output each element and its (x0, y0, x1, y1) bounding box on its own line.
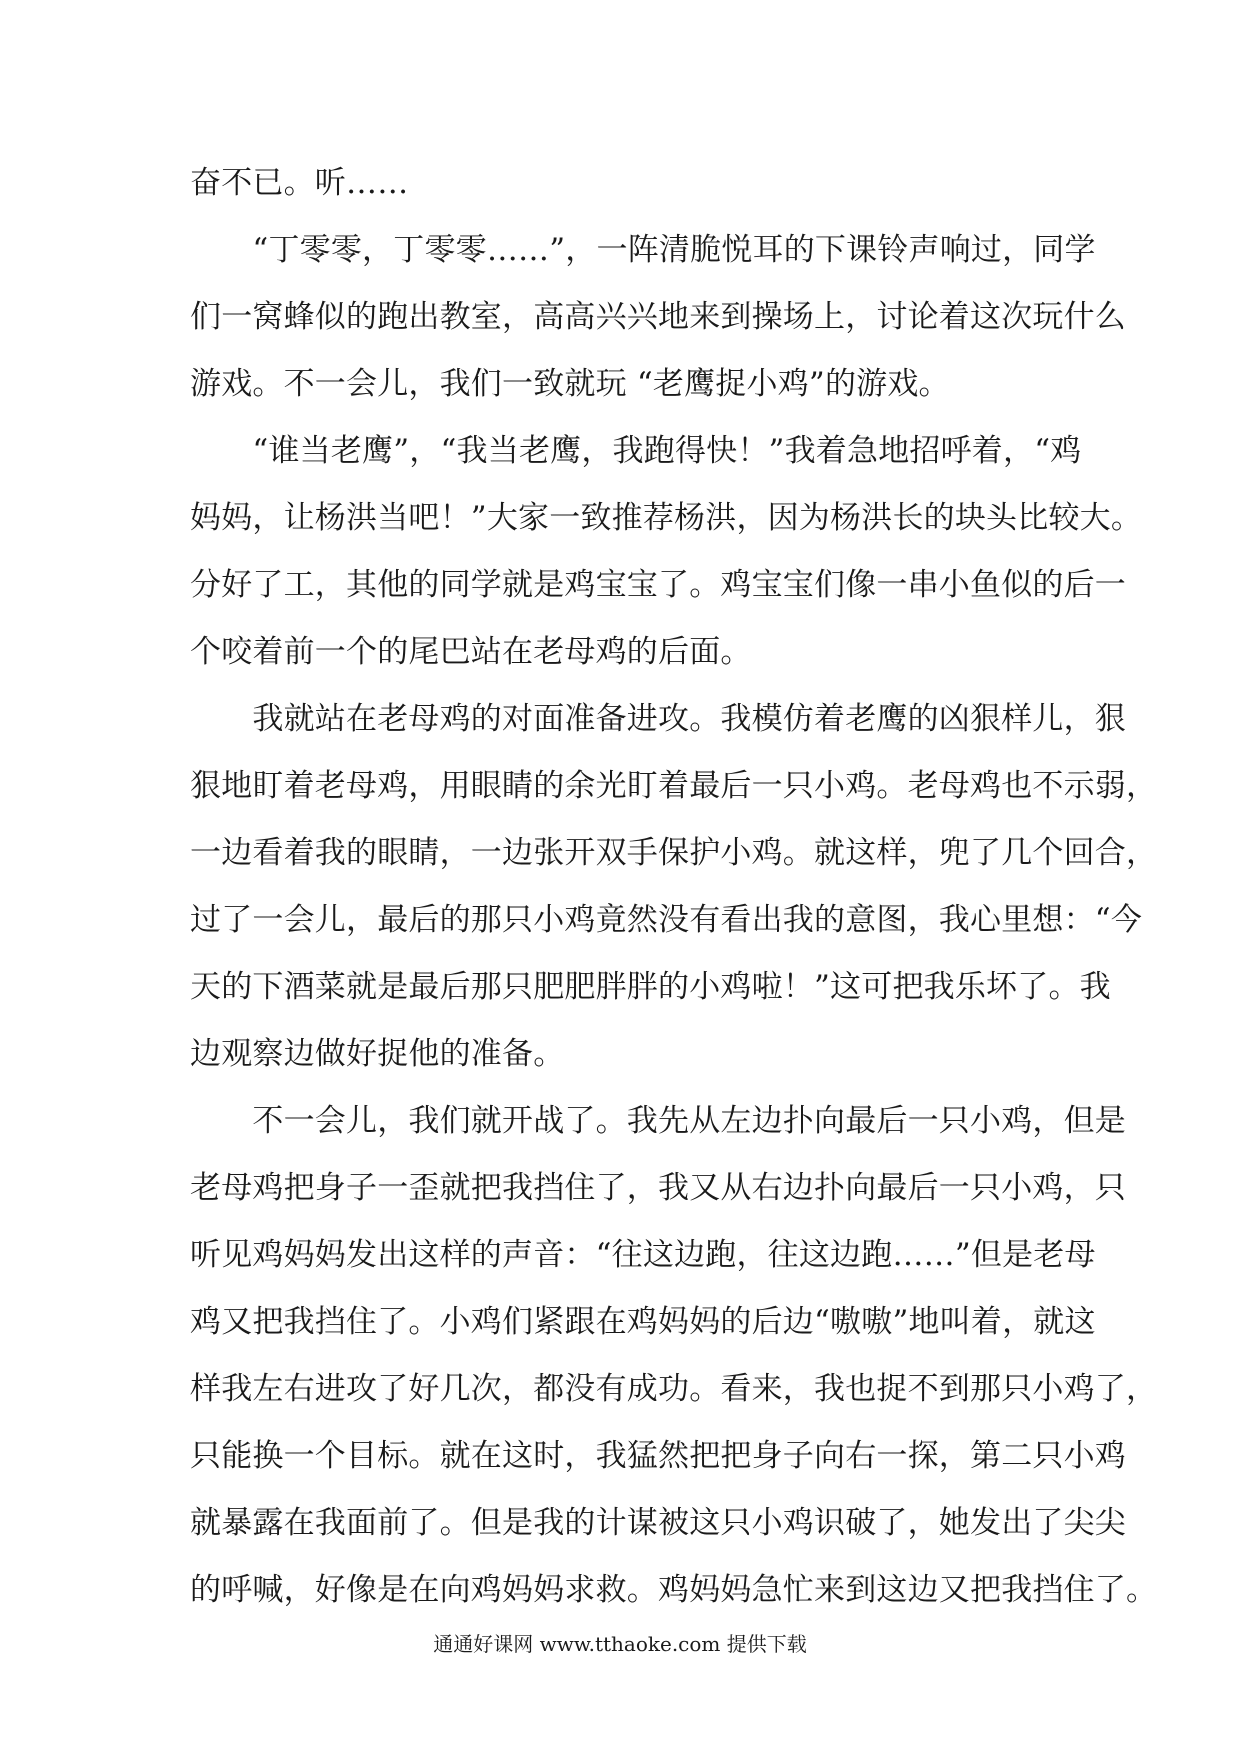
text-line: 样我左右进攻了好几次，都没有成功。看来，我也捉不到那只小鸡了， (190, 1371, 1158, 1407)
document-body (190, 150, 1158, 1624)
text-line: 狠地盯着老母鸡，用眼睛的余光盯着最后一只小鸡。老母鸡也不示弱， (190, 768, 1158, 804)
text-line: 妈妈，让杨洪当吧！”大家一致推荐杨洪，因为杨洪长的块头比较大。 (190, 500, 1143, 536)
text-line: 奋不已。听…… (190, 165, 409, 201)
text-line: 游戏。不一会儿，我们一致就玩 “老鹰捉小鸡”的游戏。 (190, 366, 950, 402)
text-line: 过了一会儿，最后的那只小鸡竟然没有看出我的意图，我心里想：“今 (190, 902, 1143, 938)
text-line: 们一窝蜂似的跑出教室，高高兴兴地来到操场上，讨论着这次玩什么 (190, 299, 1126, 335)
text-line: 老母鸡把身子一歪就把我挡住了，我又从右边扑向最后一只小鸡，只 (190, 1170, 1126, 1206)
text-line: 天的下酒菜就是最后那只肥肥胖胖的小鸡啦！”这可把我乐坏了。我 (190, 969, 1111, 1005)
text-line: 我就站在老母鸡的对面准备进攻。我模仿着老鹰的凶狠样儿，狠 (190, 701, 1126, 737)
text-line: 只能换一个目标。就在这时，我猛然把把身子向右一探，第二只小鸡 (190, 1438, 1126, 1474)
text-line: 就暴露在我面前了。但是我的计谋被这只小鸡识破了，她发出了尖尖 (190, 1505, 1126, 1541)
text-line: 听见鸡妈妈发出这样的声音：“往这边跑，往这边跑……”但是老母 (190, 1237, 1096, 1273)
text-line: 分好了工，其他的同学就是鸡宝宝了。鸡宝宝们像一串小鱼似的后一 (190, 567, 1126, 603)
page-footer: 通通好课网 www.tthaoke.com 提供下载 (433, 1632, 807, 1656)
text-line: “谁当老鹰”，“我当老鹰，我跑得快！”我着急地招呼着，“鸡 (190, 433, 1082, 469)
text-line: 不一会儿，我们就开战了。我先从左边扑向最后一只小鸡，但是 (190, 1103, 1126, 1139)
text-line: 个咬着前一个的尾巴站在老母鸡的后面。 (190, 634, 752, 670)
text-line: 边观察边做好捉他的准备。 (190, 1036, 565, 1072)
text-line: 鸡又把我挡住了。小鸡们紧跟在鸡妈妈的后边“嗷嗷”地叫着，就这 (190, 1304, 1096, 1340)
text-line: 的呼喊，好像是在向鸡妈妈求救。鸡妈妈急忙来到这边又把我挡住了。 (190, 1572, 1158, 1608)
text-line: “丁零零，丁零零……”，一阵清脆悦耳的下课铃声响过，同学 (190, 232, 1096, 268)
text-line: 一边看着我的眼睛，一边张开双手保护小鸡。就这样，兜了几个回合， (190, 835, 1158, 871)
